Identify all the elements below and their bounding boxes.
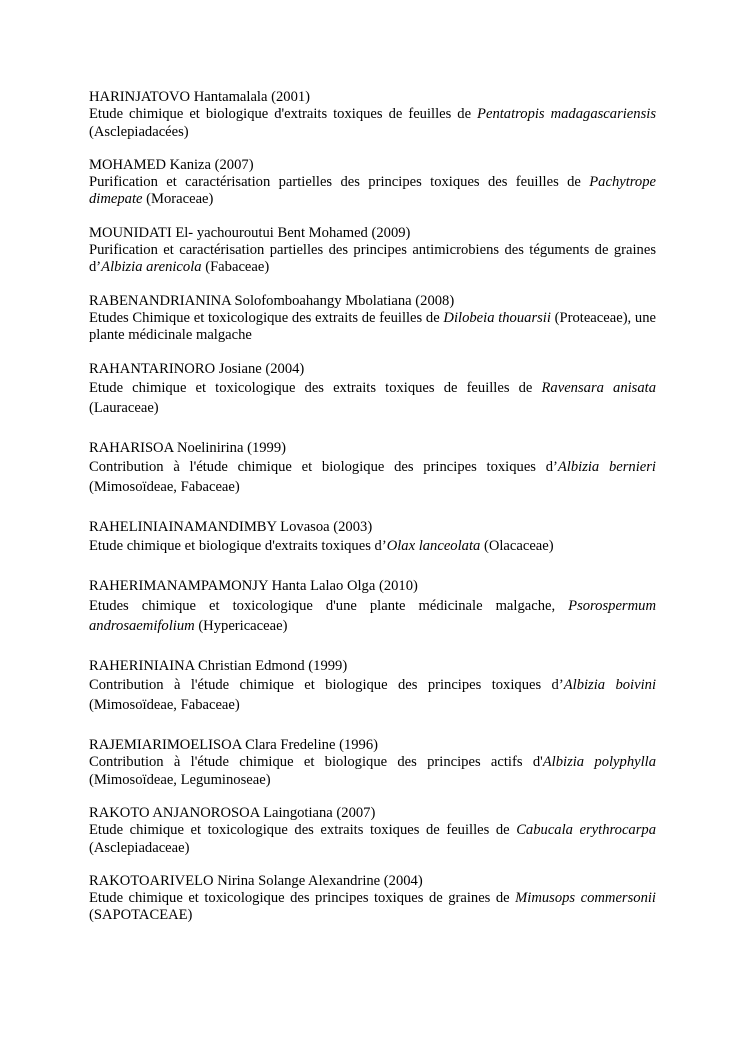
entry-author: RAHANTARINORO Josiane (2004): [89, 360, 305, 377]
title-text: Etude chimique et toxicologique des principes toxiques de graines de: [89, 890, 516, 907]
title-text: Etude chimique et biologique d'extraits toxiques d’: [89, 538, 387, 555]
bibliography-entry: [89, 578, 656, 635]
title-text: (Moraceae): [142, 191, 214, 208]
entry-author: RAKOTOARIVELO Nirina Solange Alexandrine (2004): [89, 872, 423, 889]
entry-title: [89, 242, 656, 277]
entry-author: RAHERINIAINA Christian Edmond (1999): [89, 657, 348, 674]
title-text: (Hypericaceae): [194, 617, 288, 634]
bibliography-entry: [89, 737, 656, 789]
bibliography-entry: [89, 361, 656, 418]
title-text: (Olacaceae): [480, 538, 554, 555]
bibliography-entry: [89, 805, 656, 857]
species-name: Pentatropis madagascariensis: [477, 106, 656, 123]
species-name: Albizia arenicola: [101, 259, 202, 276]
bibliography-entry: [89, 225, 656, 277]
bibliography-entry: [89, 293, 656, 345]
title-text: Etudes Chimique et toxicologique des extraits de feuilles de: [89, 309, 444, 326]
species-name: Albizia boivini: [563, 677, 656, 694]
title-text: Etude chimique et toxicologique des extraits toxiques de feuilles de: [89, 379, 542, 396]
title-text: Etudes chimique et toxicologique d'une plante médicinale malgache,: [89, 597, 569, 614]
species-name: Albizia polyphylla: [542, 754, 656, 771]
title-text: Etude chimique et toxicologique des extraits toxiques de feuilles de: [89, 822, 517, 839]
title-text: (Fabaceae): [201, 259, 270, 276]
title-text: (SAPOTACEAE): [89, 907, 193, 924]
species-name: Psorospermum androsaemifolium: [89, 597, 656, 634]
species-name: Dilobeia thouarsii: [443, 309, 551, 326]
bibliography-entry: [89, 658, 656, 715]
bibliography-entry: [89, 440, 656, 497]
entry-author: RAJEMIARIMOELISOA Clara Fredeline (1996): [89, 737, 378, 754]
title-text: Purification et caractérisation partielles des principes antimicrobiens des téguments de graines d’: [89, 242, 656, 276]
entry-author: MOHAMED Kaniza (2007): [89, 156, 254, 173]
entry-author: RABENANDRIANINA Solofomboahangy Mbolatiana (2008): [89, 292, 455, 309]
title-text: (Asclepiadacées): [89, 123, 189, 140]
entry-title: [89, 596, 656, 636]
title-text: (Asclepiadaceae): [89, 839, 190, 856]
entry-author: RAHARISOA Noelinirina (1999): [89, 439, 287, 456]
bibliography-list: [89, 89, 656, 925]
entry-title: [89, 106, 656, 141]
entry-author: RAHERIMANAMPAMONJY Hanta Lalao Olga (2010): [89, 578, 418, 595]
bibliography-entry: [89, 89, 656, 141]
entry-title: [89, 822, 656, 857]
bibliography-entry: [89, 873, 656, 925]
entry-author: HARINJATOVO Hantamalala (2001): [89, 89, 311, 105]
entry-title: [89, 174, 656, 209]
title-text: (Lauraceae): [89, 399, 159, 416]
entry-title: [89, 536, 656, 556]
entry-author: MOUNIDATI El- yachouroutui Bent Mohamed (2009): [89, 224, 411, 241]
species-name: Olax lanceolata: [386, 538, 481, 555]
entry-author: RAHELINIAINAMANDIMBY Lovasoa (2003): [89, 519, 373, 536]
title-text: (Mimosoïdeae, Leguminoseae): [89, 771, 271, 788]
title-text: (Mimosoïdeae, Fabaceae): [89, 479, 240, 496]
title-text: Etude chimique et biologique d'extraits toxiques de feuilles de: [89, 106, 478, 123]
entry-title: [89, 675, 656, 715]
species-name: Mimusops commersonii: [515, 890, 656, 907]
title-text: Contribution à l'étude chimique et biologique des principes actifs d': [89, 754, 543, 771]
species-name: Albizia bernieri: [557, 459, 656, 476]
entry-title: [89, 754, 656, 789]
species-name: Ravensara anisata: [541, 379, 656, 396]
entry-title: [89, 378, 656, 418]
entry-title: [89, 457, 656, 497]
title-text: (Proteaceae), une plante médicinale malgache: [89, 309, 656, 344]
bibliography-entry: [89, 157, 656, 209]
entry-title: [89, 890, 656, 925]
title-text: Contribution à l'étude chimique et biologique des principes toxiques d’: [89, 677, 564, 694]
entry-author: RAKOTO ANJANOROSOA Laingotiana (2007): [89, 804, 376, 821]
title-text: Contribution à l'étude chimique et biologique des principes toxiques d’: [89, 459, 558, 476]
entry-title: [89, 310, 656, 345]
species-name: Pachytrope dimepate: [89, 174, 656, 208]
species-name: Cabucala erythrocarpa: [516, 822, 656, 839]
title-text: (Mimosoïdeae, Fabaceae): [89, 697, 240, 714]
title-text: Purification et caractérisation partielles des principes toxiques des feuilles de: [89, 174, 590, 191]
bibliography-entry: [89, 519, 656, 556]
